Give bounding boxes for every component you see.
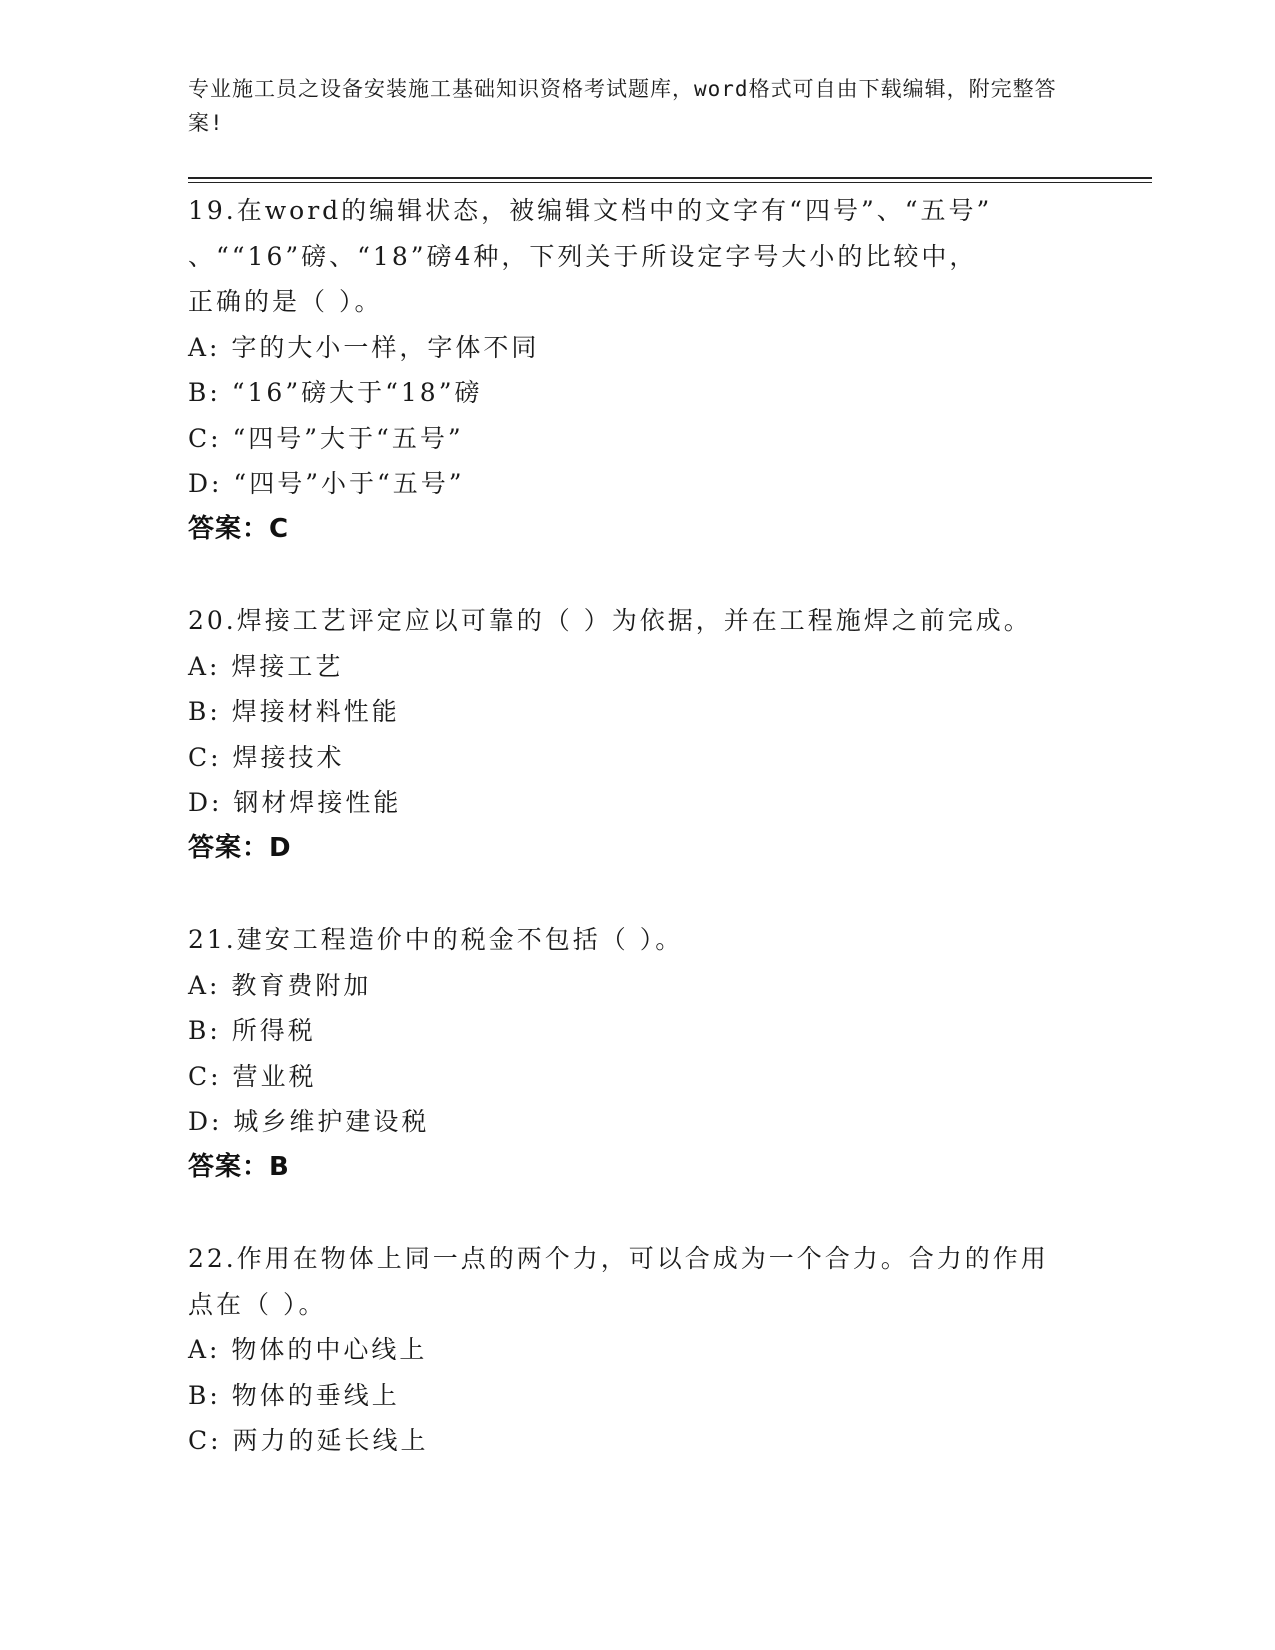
option-d: D: 钢材焊接性能 xyxy=(188,788,402,817)
question-stem: 21.建安工程造价中的税金不包括（ ）。 xyxy=(188,925,684,954)
question-list xyxy=(188,188,1088,1510)
answer: 答案：B xyxy=(188,1151,290,1182)
question-stem: 20.焊接工艺评定应以可靠的（ ）为依据，并在工程施焊之前完成。 xyxy=(188,606,1032,635)
option-c: C: 焊接技术 xyxy=(188,742,345,772)
option-a: A: 字的大小一样，字体不同 xyxy=(188,332,540,362)
header-divider-thin xyxy=(188,182,1152,183)
question-22 xyxy=(188,1236,1088,1464)
option-c: C: 营业税 xyxy=(188,1061,317,1091)
option-d: D: “四号”小于“五号” xyxy=(188,469,465,498)
question-stem: 19.在word的编辑状态，被编辑文档中的文字有“四号”、“五号” 、““16”磅、“18”磅4种，下列关于所设定字号大小的比较中， 正确的是（ ）。 xyxy=(188,196,993,316)
option-b: B: 焊接材料性能 xyxy=(188,697,400,726)
option-a: A: 教育费附加 xyxy=(188,970,372,1000)
option-a: A: 物体的中心线上 xyxy=(188,1335,428,1364)
answer: 答案：D xyxy=(188,832,292,863)
option-b: B: 物体的垂线上 xyxy=(188,1380,400,1410)
option-c: C: “四号”大于“五号” xyxy=(188,423,464,453)
option-c: C: 两力的延长线上 xyxy=(188,1426,429,1455)
option-b: B: 所得税 xyxy=(188,1016,316,1045)
document-header: 专业施工员之设备安装施工基础知识资格考试题库，word格式可自由下载编辑，附完整答案! xyxy=(188,77,1057,135)
option-d: D: 城乡维护建设税 xyxy=(188,1107,430,1136)
question-stem: 22.作用在物体上同一点的两个力，可以合成为一个合力。合力的作用 点在（ ）。 xyxy=(188,1244,1049,1319)
question-21 xyxy=(188,917,1088,1190)
question-19 xyxy=(188,188,1088,552)
header-divider xyxy=(188,177,1152,179)
option-a: A: 焊接工艺 xyxy=(188,651,344,681)
option-b: B: “16”磅大于“18”磅 xyxy=(188,378,483,407)
question-20 xyxy=(188,598,1088,871)
answer: 答案：C xyxy=(188,513,290,544)
